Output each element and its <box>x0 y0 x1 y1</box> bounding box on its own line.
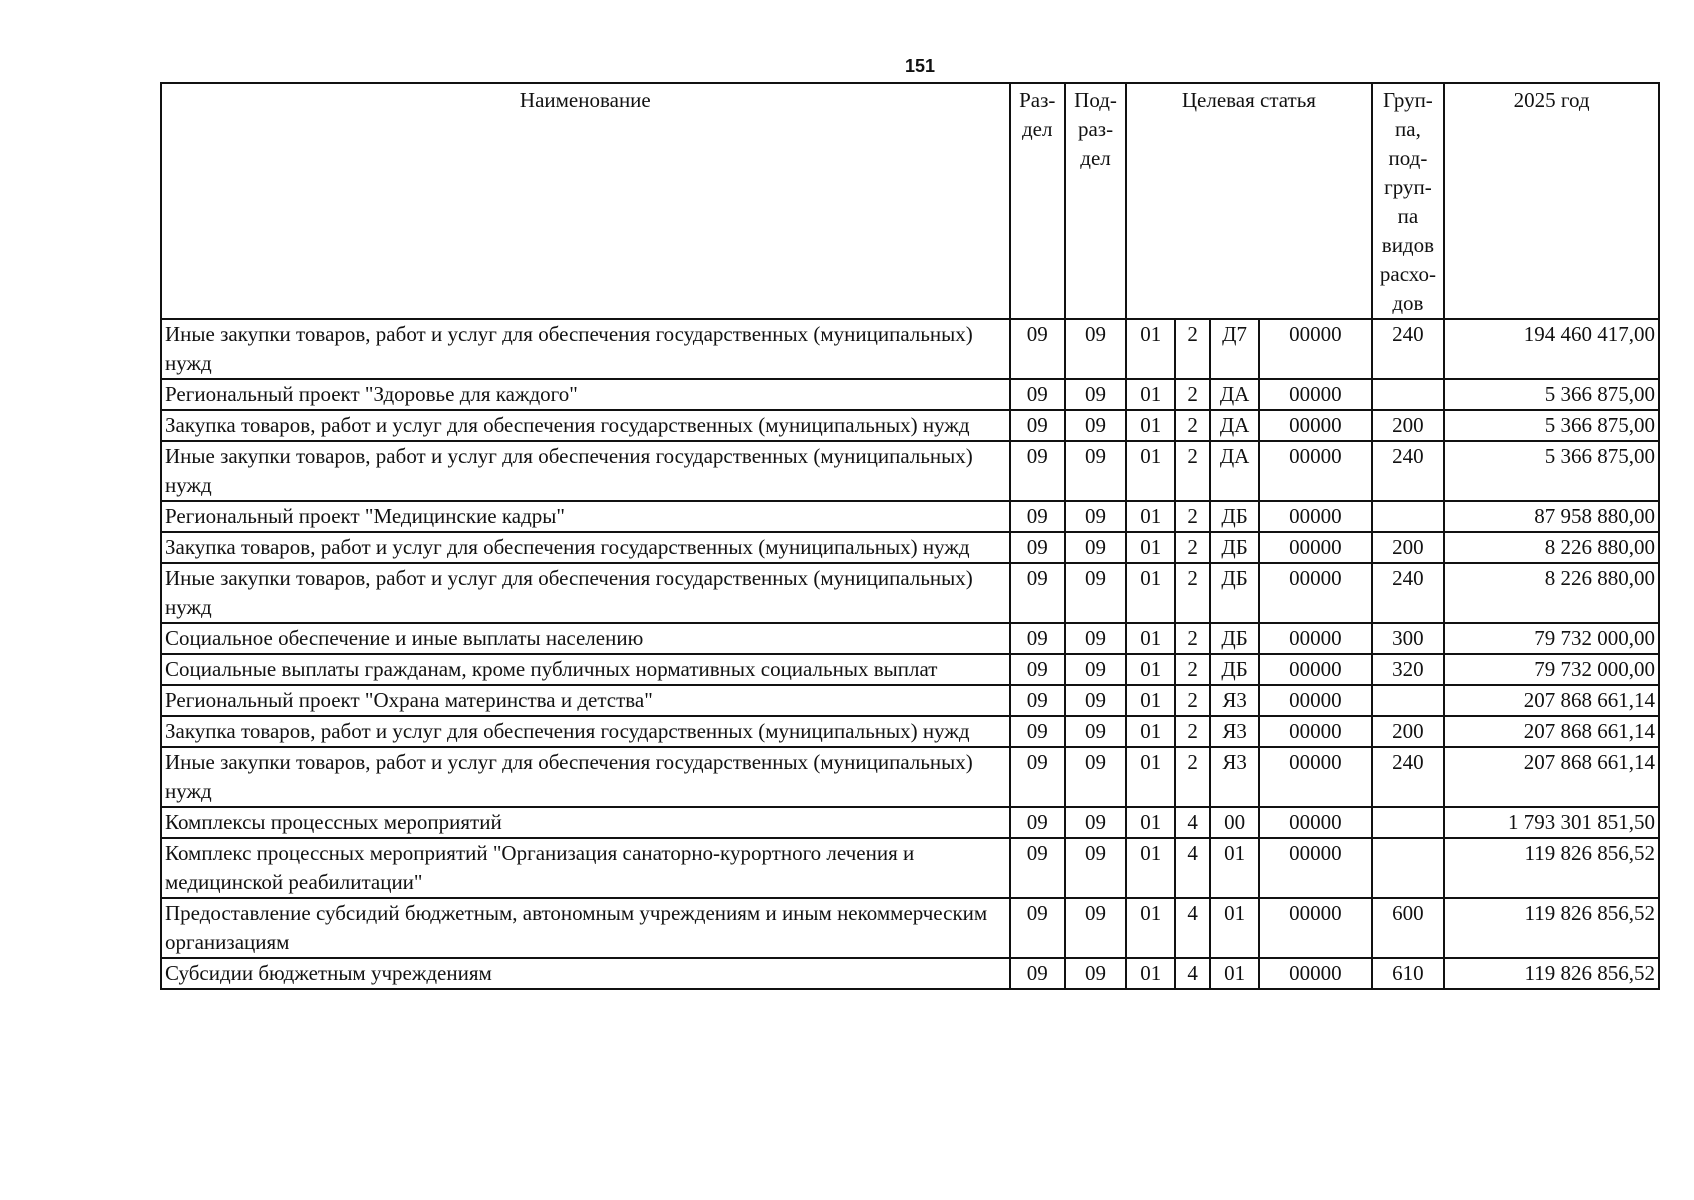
cell-target-program: 01 <box>1126 898 1175 958</box>
cell-name: Иные закупки товаров, работ и услуг для обеспечения государственных (муниципальных) нужд <box>161 319 1010 379</box>
cell-target-direction: 00000 <box>1259 319 1372 379</box>
cell-group <box>1372 838 1445 898</box>
cell-target-direction: 00000 <box>1259 501 1372 532</box>
cell-name: Закупка товаров, работ и услуг для обеспечения государственных (муниципальных) нужд <box>161 532 1010 563</box>
cell-podrazdel: 09 <box>1065 319 1126 379</box>
cell-target-code: ДА <box>1210 441 1259 501</box>
cell-target-type: 4 <box>1175 807 1210 838</box>
cell-target-program: 01 <box>1126 747 1175 807</box>
cell-target-type: 2 <box>1175 532 1210 563</box>
cell-name: Социальные выплаты гражданам, кроме публичных нормативных социальных выплат <box>161 654 1010 685</box>
cell-target-type: 2 <box>1175 654 1210 685</box>
header-amount: 2025 год <box>1444 83 1659 319</box>
cell-group: 240 <box>1372 319 1445 379</box>
cell-target-type: 4 <box>1175 898 1210 958</box>
cell-amount: 5 366 875,00 <box>1444 379 1659 410</box>
cell-razdel: 09 <box>1010 563 1065 623</box>
table-row <box>161 563 1659 623</box>
table-row <box>161 501 1659 532</box>
cell-group: 200 <box>1372 716 1445 747</box>
cell-amount: 79 732 000,00 <box>1444 654 1659 685</box>
cell-amount: 5 366 875,00 <box>1444 410 1659 441</box>
cell-group: 600 <box>1372 898 1445 958</box>
cell-target-code: 01 <box>1210 838 1259 898</box>
cell-target-type: 2 <box>1175 319 1210 379</box>
table-row <box>161 685 1659 716</box>
cell-podrazdel: 09 <box>1065 501 1126 532</box>
cell-amount: 87 958 880,00 <box>1444 501 1659 532</box>
cell-target-direction: 00000 <box>1259 410 1372 441</box>
cell-name: Региональный проект "Здоровье для каждого" <box>161 379 1010 410</box>
cell-target-program: 01 <box>1126 532 1175 563</box>
cell-target-code: Я3 <box>1210 685 1259 716</box>
cell-name: Комплекс процессных мероприятий "Организация санаторно-курортного лечения и медицинской реабилитации" <box>161 838 1010 898</box>
cell-razdel: 09 <box>1010 410 1065 441</box>
cell-target-program: 01 <box>1126 441 1175 501</box>
cell-podrazdel: 09 <box>1065 532 1126 563</box>
cell-group: 240 <box>1372 563 1445 623</box>
table-row <box>161 838 1659 898</box>
cell-target-code: ДБ <box>1210 654 1259 685</box>
cell-target-program: 01 <box>1126 807 1175 838</box>
cell-name: Иные закупки товаров, работ и услуг для обеспечения государственных (муниципальных) нужд <box>161 441 1010 501</box>
cell-podrazdel: 09 <box>1065 441 1126 501</box>
cell-razdel: 09 <box>1010 441 1065 501</box>
cell-target-program: 01 <box>1126 501 1175 532</box>
cell-podrazdel: 09 <box>1065 623 1126 654</box>
cell-target-type: 2 <box>1175 563 1210 623</box>
cell-target-type: 2 <box>1175 623 1210 654</box>
cell-target-type: 2 <box>1175 441 1210 501</box>
cell-name: Закупка товаров, работ и услуг для обеспечения государственных (муниципальных) нужд <box>161 410 1010 441</box>
table-row <box>161 623 1659 654</box>
cell-target-program: 01 <box>1126 958 1175 989</box>
cell-razdel: 09 <box>1010 379 1065 410</box>
cell-target-direction: 00000 <box>1259 685 1372 716</box>
cell-target-type: 2 <box>1175 685 1210 716</box>
cell-target-code: Д7 <box>1210 319 1259 379</box>
cell-razdel: 09 <box>1010 623 1065 654</box>
cell-razdel: 09 <box>1010 838 1065 898</box>
cell-podrazdel: 09 <box>1065 379 1126 410</box>
cell-target-type: 4 <box>1175 838 1210 898</box>
cell-amount: 119 826 856,52 <box>1444 838 1659 898</box>
cell-amount: 207 868 661,14 <box>1444 716 1659 747</box>
cell-razdel: 09 <box>1010 958 1065 989</box>
cell-target-code: 01 <box>1210 958 1259 989</box>
cell-target-type: 4 <box>1175 958 1210 989</box>
cell-target-type: 2 <box>1175 716 1210 747</box>
table-row <box>161 958 1659 989</box>
header-group: Груп-па, под-груп-па видов расхо-дов <box>1372 83 1445 319</box>
cell-name: Региональный проект "Охрана материнства и детства" <box>161 685 1010 716</box>
cell-target-code: ДБ <box>1210 623 1259 654</box>
cell-group <box>1372 807 1445 838</box>
header-target: Целевая статья <box>1126 83 1371 319</box>
cell-target-direction: 00000 <box>1259 563 1372 623</box>
cell-group: 300 <box>1372 623 1445 654</box>
cell-target-program: 01 <box>1126 379 1175 410</box>
cell-amount: 194 460 417,00 <box>1444 319 1659 379</box>
cell-group: 200 <box>1372 532 1445 563</box>
cell-razdel: 09 <box>1010 898 1065 958</box>
table-row <box>161 532 1659 563</box>
cell-amount: 1 793 301 851,50 <box>1444 807 1659 838</box>
cell-group: 240 <box>1372 441 1445 501</box>
cell-razdel: 09 <box>1010 501 1065 532</box>
cell-group <box>1372 501 1445 532</box>
cell-target-code: ДА <box>1210 379 1259 410</box>
header-podrazdel: Под-раз-дел <box>1065 83 1126 319</box>
cell-podrazdel: 09 <box>1065 654 1126 685</box>
cell-target-program: 01 <box>1126 685 1175 716</box>
cell-target-type: 2 <box>1175 410 1210 441</box>
cell-target-program: 01 <box>1126 410 1175 441</box>
cell-name: Региональный проект "Медицинские кадры" <box>161 501 1010 532</box>
table-row <box>161 410 1659 441</box>
table-header-row <box>161 83 1659 319</box>
cell-name: Закупка товаров, работ и услуг для обеспечения государственных (муниципальных) нужд <box>161 716 1010 747</box>
cell-target-code: ДБ <box>1210 501 1259 532</box>
cell-podrazdel: 09 <box>1065 807 1126 838</box>
cell-target-code: Я3 <box>1210 716 1259 747</box>
cell-name: Предоставление субсидий бюджетным, автономным учреждениям и иным некоммерческим организациям <box>161 898 1010 958</box>
table-row <box>161 319 1659 379</box>
table-row <box>161 441 1659 501</box>
cell-podrazdel: 09 <box>1065 958 1126 989</box>
cell-amount: 207 868 661,14 <box>1444 685 1659 716</box>
cell-target-code: 00 <box>1210 807 1259 838</box>
cell-target-code: Я3 <box>1210 747 1259 807</box>
cell-target-code: ДБ <box>1210 532 1259 563</box>
cell-podrazdel: 09 <box>1065 898 1126 958</box>
cell-group: 200 <box>1372 410 1445 441</box>
budget-table <box>160 82 1660 990</box>
cell-group <box>1372 379 1445 410</box>
cell-razdel: 09 <box>1010 807 1065 838</box>
cell-razdel: 09 <box>1010 654 1065 685</box>
cell-target-direction: 00000 <box>1259 807 1372 838</box>
cell-target-program: 01 <box>1126 319 1175 379</box>
cell-target-program: 01 <box>1126 623 1175 654</box>
table-row <box>161 654 1659 685</box>
cell-target-program: 01 <box>1126 838 1175 898</box>
cell-group: 320 <box>1372 654 1445 685</box>
cell-target-program: 01 <box>1126 716 1175 747</box>
cell-target-direction: 00000 <box>1259 654 1372 685</box>
cell-amount: 119 826 856,52 <box>1444 898 1659 958</box>
cell-amount: 79 732 000,00 <box>1444 623 1659 654</box>
cell-target-direction: 00000 <box>1259 838 1372 898</box>
cell-target-code: 01 <box>1210 898 1259 958</box>
cell-target-type: 2 <box>1175 747 1210 807</box>
cell-target-direction: 00000 <box>1259 716 1372 747</box>
cell-name: Иные закупки товаров, работ и услуг для обеспечения государственных (муниципальных) нужд <box>161 563 1010 623</box>
cell-razdel: 09 <box>1010 685 1065 716</box>
cell-group: 610 <box>1372 958 1445 989</box>
cell-target-direction: 00000 <box>1259 379 1372 410</box>
page-number: 151 <box>904 56 936 76</box>
cell-target-program: 01 <box>1126 563 1175 623</box>
cell-podrazdel: 09 <box>1065 838 1126 898</box>
cell-podrazdel: 09 <box>1065 685 1126 716</box>
cell-target-direction: 00000 <box>1259 623 1372 654</box>
cell-podrazdel: 09 <box>1065 563 1126 623</box>
cell-name: Комплексы процессных мероприятий <box>161 807 1010 838</box>
cell-razdel: 09 <box>1010 319 1065 379</box>
cell-target-type: 2 <box>1175 379 1210 410</box>
cell-group <box>1372 685 1445 716</box>
cell-group: 240 <box>1372 747 1445 807</box>
cell-amount: 8 226 880,00 <box>1444 563 1659 623</box>
table-row <box>161 379 1659 410</box>
cell-target-direction: 00000 <box>1259 958 1372 989</box>
cell-amount: 8 226 880,00 <box>1444 532 1659 563</box>
cell-target-direction: 00000 <box>1259 898 1372 958</box>
cell-podrazdel: 09 <box>1065 410 1126 441</box>
cell-name: Социальное обеспечение и иные выплаты населению <box>161 623 1010 654</box>
cell-target-direction: 00000 <box>1259 532 1372 563</box>
cell-name: Субсидии бюджетным учреждениям <box>161 958 1010 989</box>
cell-target-program: 01 <box>1126 654 1175 685</box>
cell-amount: 207 868 661,14 <box>1444 747 1659 807</box>
table-row <box>161 716 1659 747</box>
cell-podrazdel: 09 <box>1065 716 1126 747</box>
header-razdel: Раз-дел <box>1010 83 1065 319</box>
cell-target-code: ДБ <box>1210 563 1259 623</box>
table-body <box>161 319 1659 989</box>
header-name: Наименование <box>161 83 1010 319</box>
cell-target-code: ДА <box>1210 410 1259 441</box>
cell-target-type: 2 <box>1175 501 1210 532</box>
cell-razdel: 09 <box>1010 716 1065 747</box>
table-row <box>161 807 1659 838</box>
cell-amount: 119 826 856,52 <box>1444 958 1659 989</box>
cell-razdel: 09 <box>1010 532 1065 563</box>
cell-razdel: 09 <box>1010 747 1065 807</box>
cell-amount: 5 366 875,00 <box>1444 441 1659 501</box>
cell-target-direction: 00000 <box>1259 441 1372 501</box>
table-row <box>161 747 1659 807</box>
cell-target-direction: 00000 <box>1259 747 1372 807</box>
cell-name: Иные закупки товаров, работ и услуг для обеспечения государственных (муниципальных) нужд <box>161 747 1010 807</box>
table-row <box>161 898 1659 958</box>
cell-podrazdel: 09 <box>1065 747 1126 807</box>
